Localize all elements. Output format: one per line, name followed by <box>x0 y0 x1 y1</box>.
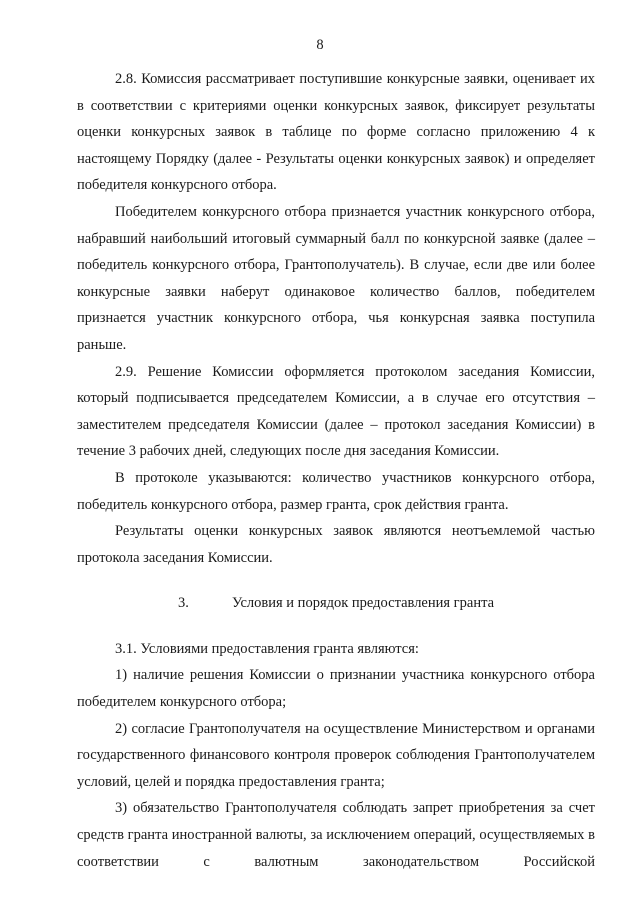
section-title: Условия и порядок предоставления гранта <box>231 595 495 612</box>
paragraph-winner-definition: Победителем конкурсного отбора признается участник конкурсного отбора, набравший наибольший итоговый суммарный балл по конкурсной заявке (далее – победитель конкурсного отбора, Грантополучатель). В случае, если две или более конкурсные заявки наберут одинаковое количество баллов, победителем признается участник конкурсного отбора, чья конкурсная заявка поступила раньше. <box>77 203 595 353</box>
document-body <box>77 66 595 870</box>
paragraph-2-9: 2.9. Решение Комиссии оформляется протоколом заседания Комиссии, который подписывается председателем Комиссии, а в случае его отсутствия – заместителем председателя Комиссии (далее – протокол заседания Комиссии) в течение 3 рабочих дней, следующих после дня заседания Комиссии. <box>77 363 595 460</box>
paragraph-evaluation-results: Результаты оценки конкурсных заявок являются неотъемлемой частью протокола заседания Комиссии. <box>77 523 595 566</box>
condition-item-1: 1) наличие решения Комиссии о признании участника конкурсного отбора победителем конкурсного отбора; <box>77 667 595 711</box>
section-number: 3. <box>177 595 189 612</box>
paragraph-3-1: 3.1. Условиями предоставления гранта являются: <box>115 640 419 657</box>
condition-item-3: 3) обязательство Грантополучателя соблюдать запрет приобретения за счет средств гранта иностранной валюты, за исключением операций, осуществляемых в соответствии с валютным законодательством Российской <box>77 800 595 870</box>
condition-item-2: 2) согласие Грантополучателя на осуществление Министерством и органами государственного финансового контроля проверок соблюдения Грантополучателем условий, целей и порядка предоставления гранта; <box>77 720 595 790</box>
page-number: 8 <box>316 37 324 53</box>
section-heading <box>77 590 595 617</box>
paragraph-protocol-contents: В протоколе указываются: количество участников конкурсного отбора, победитель конкурсного отбора, размер гранта, срок действия гранта. <box>77 469 595 513</box>
paragraph-2-8: 2.8. Комиссия рассматривает поступившие конкурсные заявки, оценивает их в соответствии с критериями оценки конкурсных заявок, фиксирует результаты оценки конкурсных заявок в таблице по форме согласно приложению 4 к настоящему Порядку (далее - Результаты оценки конкурсных заявок) и определяет победителя конкурсного отбора. <box>77 71 595 194</box>
